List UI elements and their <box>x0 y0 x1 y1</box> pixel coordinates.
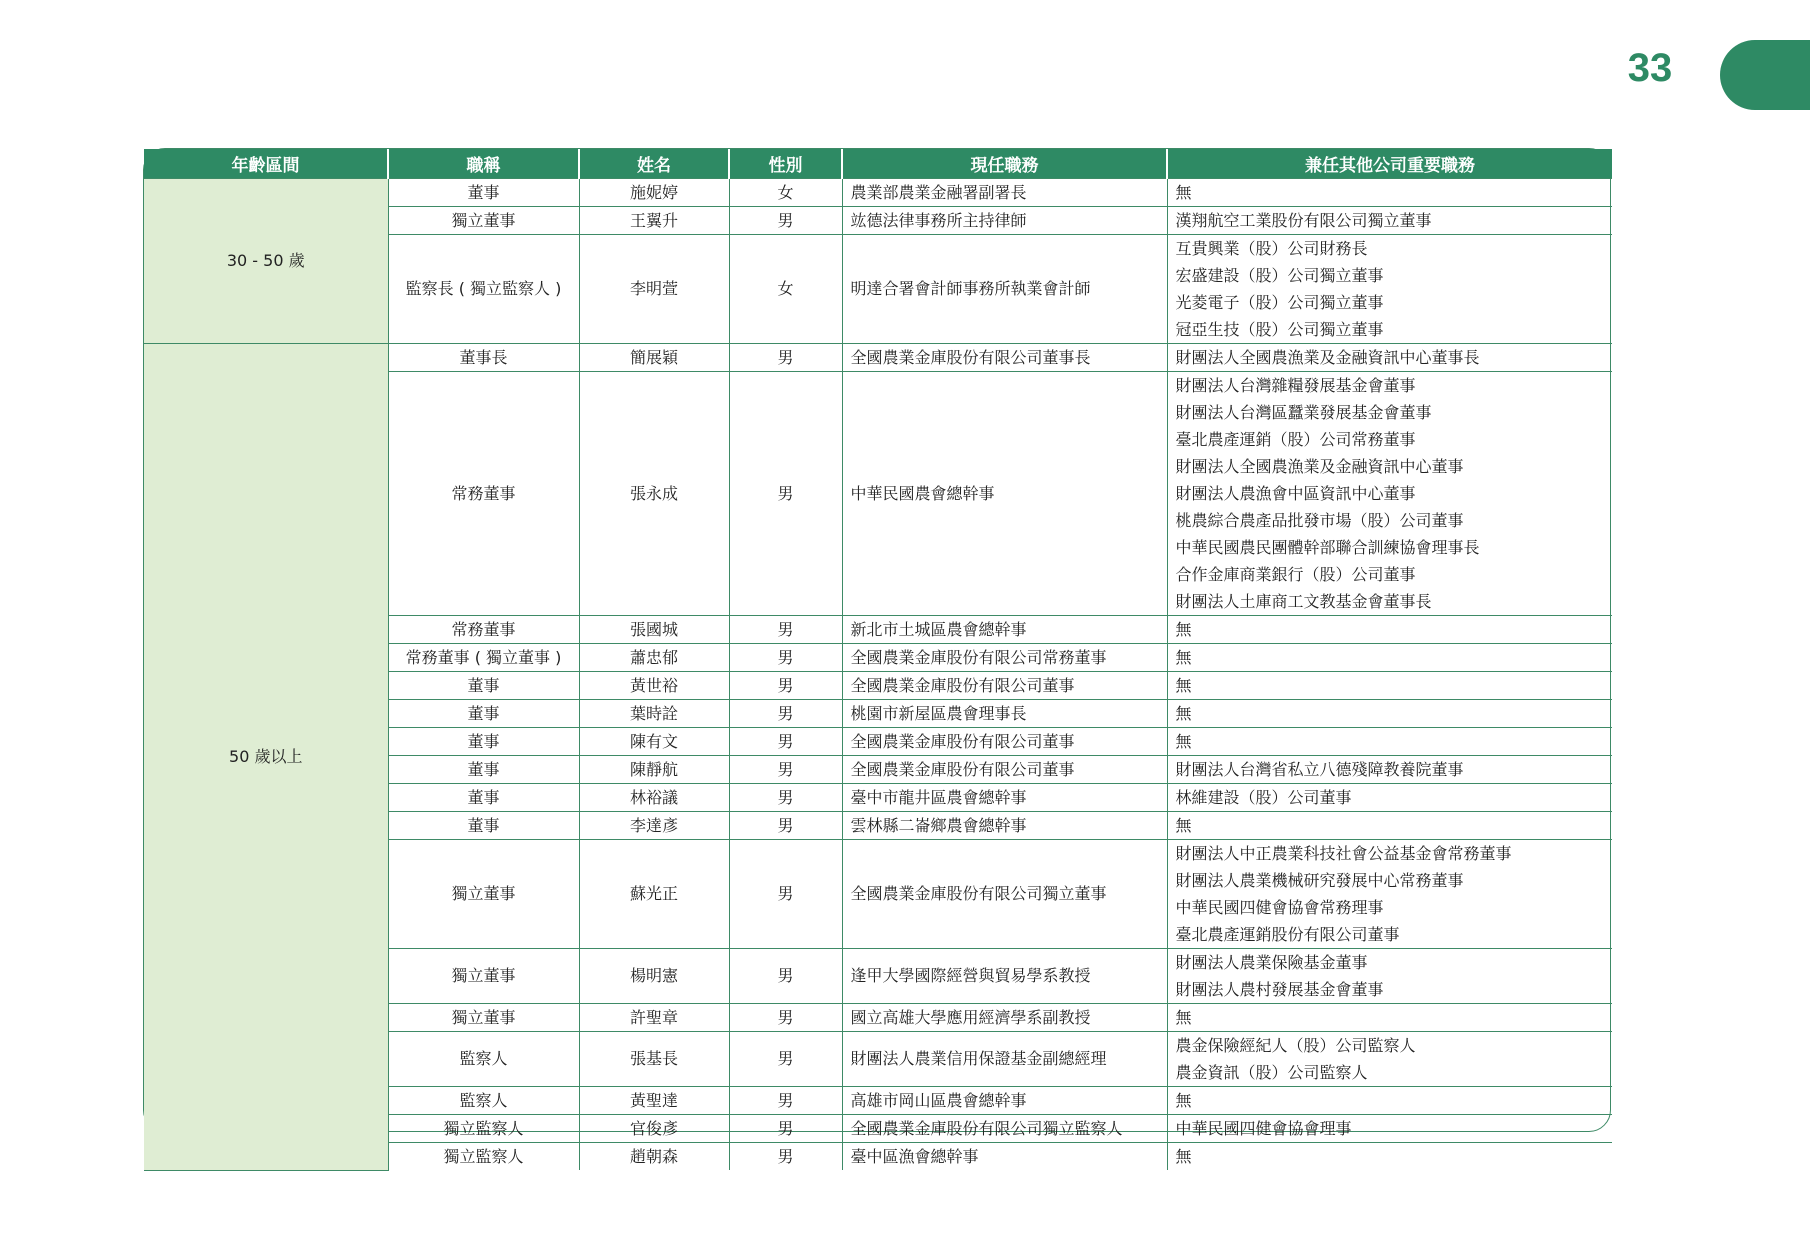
title-cell: 監察人 <box>388 1087 579 1115</box>
position-cell: 新北市土城區農會總幹事 <box>842 616 1167 644</box>
gender-cell: 男 <box>729 756 842 784</box>
other-position-line: 無 <box>1175 620 1192 639</box>
age-range-cell: 30 - 50 歲 <box>144 179 388 344</box>
name-cell: 楊明憲 <box>579 949 729 1004</box>
name-cell: 蕭忠郁 <box>579 644 729 672</box>
other-positions-cell <box>1167 1143 1612 1171</box>
other-positions-cell <box>1167 949 1612 1004</box>
header-age-range: 年齡區間 <box>144 149 388 179</box>
position-cell: 全國農業金庫股份有限公司常務董事 <box>842 644 1167 672</box>
other-positions-cell <box>1167 672 1612 700</box>
other-position-line: 財團法人台灣區蠶業發展基金會董事 <box>1175 403 1432 422</box>
other-position-line: 臺北農產運銷（股）公司常務董事 <box>1175 430 1416 449</box>
name-cell: 陳靜航 <box>579 756 729 784</box>
other-positions-cell <box>1167 1087 1612 1115</box>
name-cell: 李達彥 <box>579 812 729 840</box>
title-cell: 獨立董事 <box>388 840 579 949</box>
position-cell: 全國農業金庫股份有限公司獨立董事 <box>842 840 1167 949</box>
age-range-cell: 50 歲以上 <box>144 344 388 1171</box>
title-cell: 獨立監察人 <box>388 1143 579 1171</box>
title-cell: 董事 <box>388 728 579 756</box>
other-position-line: 財團法人全國農漁業及金融資訊中心董事 <box>1175 457 1464 476</box>
other-position-line: 無 <box>1175 816 1192 835</box>
gender-cell: 男 <box>729 1087 842 1115</box>
name-cell: 張永成 <box>579 372 729 616</box>
other-position-line: 桃農綜合農產品批發市場（股）公司董事 <box>1175 511 1464 530</box>
position-cell: 明達合署會計師事務所執業會計師 <box>842 235 1167 344</box>
other-position-line: 臺北農產運銷股份有限公司董事 <box>1175 925 1400 944</box>
name-cell: 張國城 <box>579 616 729 644</box>
name-cell: 林裕議 <box>579 784 729 812</box>
other-position-line: 財團法人台灣省私立八德殘障教養院董事 <box>1175 760 1464 779</box>
other-positions-cell <box>1167 812 1612 840</box>
title-cell: 董事 <box>388 672 579 700</box>
other-positions-cell <box>1167 700 1612 728</box>
gender-cell: 男 <box>729 1032 842 1087</box>
table-row <box>144 344 1612 372</box>
position-cell: 農業部農業金融署副署長 <box>842 179 1167 207</box>
header-current-position: 現任職務 <box>842 149 1167 179</box>
title-cell: 董事 <box>388 812 579 840</box>
name-cell: 李明萱 <box>579 235 729 344</box>
title-cell: 獨立董事 <box>388 949 579 1004</box>
gender-cell: 男 <box>729 1115 842 1143</box>
gender-cell: 男 <box>729 1004 842 1032</box>
gender-cell: 男 <box>729 672 842 700</box>
gender-cell: 男 <box>729 616 842 644</box>
other-position-line: 農金資訊（股）公司監察人 <box>1175 1063 1368 1082</box>
title-cell: 監察長 ( 獨立監察人 ) <box>388 235 579 344</box>
other-positions-cell <box>1167 784 1612 812</box>
other-position-line: 宏盛建設（股）公司獨立董事 <box>1175 266 1384 285</box>
gender-cell: 男 <box>729 344 842 372</box>
other-positions-cell <box>1167 616 1612 644</box>
name-cell: 許聖章 <box>579 1004 729 1032</box>
other-positions-cell <box>1167 1115 1612 1143</box>
other-position-line: 無 <box>1175 1091 1192 1110</box>
position-cell: 逢甲大學國際經營與貿易學系教授 <box>842 949 1167 1004</box>
other-position-line: 財團法人中正農業科技社會公益基金會常務董事 <box>1175 844 1512 863</box>
header-gender: 性別 <box>729 149 842 179</box>
other-position-line: 財團法人農業機械研究發展中心常務董事 <box>1175 871 1464 890</box>
name-cell: 施妮婷 <box>579 179 729 207</box>
title-cell: 獨立董事 <box>388 1004 579 1032</box>
other-position-line: 財團法人土庫商工文教基金會董事長 <box>1175 592 1432 611</box>
other-positions-cell <box>1167 235 1612 344</box>
position-cell: 高雄市岡山區農會總幹事 <box>842 1087 1167 1115</box>
title-cell: 常務董事 ( 獨立董事 ) <box>388 644 579 672</box>
position-cell: 全國農業金庫股份有限公司獨立監察人 <box>842 1115 1167 1143</box>
other-position-line: 無 <box>1175 1008 1192 1027</box>
other-positions-cell <box>1167 1004 1612 1032</box>
position-cell: 中華民國農會總幹事 <box>842 372 1167 616</box>
position-cell: 雲林縣二崙鄉農會總幹事 <box>842 812 1167 840</box>
other-position-line: 財團法人農漁會中區資訊中心董事 <box>1175 484 1416 503</box>
title-cell: 董事 <box>388 179 579 207</box>
other-positions-cell <box>1167 728 1612 756</box>
table-header-row <box>144 149 1612 179</box>
other-position-line: 財團法人農村發展基金會董事 <box>1175 980 1384 999</box>
position-cell: 全國農業金庫股份有限公司董事長 <box>842 344 1167 372</box>
other-position-line: 財團法人台灣雜糧發展基金會董事 <box>1175 376 1416 395</box>
gender-cell: 男 <box>729 949 842 1004</box>
other-positions-cell <box>1167 1032 1612 1087</box>
other-position-line: 財團法人農業保險基金董事 <box>1175 953 1368 972</box>
board-members-table <box>143 148 1611 1166</box>
name-cell: 簡展穎 <box>579 344 729 372</box>
other-position-line: 財團法人全國農漁業及金融資訊中心董事長 <box>1175 348 1480 367</box>
other-position-line: 無 <box>1175 183 1192 202</box>
other-positions-cell <box>1167 756 1612 784</box>
name-cell: 蘇光正 <box>579 840 729 949</box>
gender-cell: 女 <box>729 235 842 344</box>
page-number: 33 <box>1627 46 1673 90</box>
other-position-line: 冠亞生技（股）公司獨立董事 <box>1175 320 1384 339</box>
page-tab-decoration <box>1720 40 1810 110</box>
gender-cell: 男 <box>729 644 842 672</box>
other-position-line: 無 <box>1175 704 1192 723</box>
position-cell: 全國農業金庫股份有限公司董事 <box>842 728 1167 756</box>
name-cell: 黃聖達 <box>579 1087 729 1115</box>
position-cell: 財團法人農業信用保證基金副總經理 <box>842 1032 1167 1087</box>
header-name: 姓名 <box>579 149 729 179</box>
other-position-line: 林維建設（股）公司董事 <box>1175 788 1352 807</box>
name-cell: 張基長 <box>579 1032 729 1087</box>
title-cell: 獨立監察人 <box>388 1115 579 1143</box>
position-cell: 國立高雄大學應用經濟學系副教授 <box>842 1004 1167 1032</box>
gender-cell: 男 <box>729 700 842 728</box>
name-cell: 葉時詮 <box>579 700 729 728</box>
other-position-line: 中華民國農民團體幹部聯合訓練協會理事長 <box>1175 538 1480 557</box>
title-cell: 常務董事 <box>388 616 579 644</box>
other-positions-cell <box>1167 372 1612 616</box>
other-position-line: 無 <box>1175 676 1192 695</box>
other-position-line: 中華民國四健會協會理事 <box>1175 1119 1352 1138</box>
other-position-line: 光菱電子（股）公司獨立董事 <box>1175 293 1384 312</box>
name-cell: 趙朝森 <box>579 1143 729 1171</box>
other-position-line: 漢翔航空工業股份有限公司獨立董事 <box>1175 211 1432 230</box>
name-cell: 官俊彥 <box>579 1115 729 1143</box>
other-positions-cell <box>1167 644 1612 672</box>
name-cell: 陳有文 <box>579 728 729 756</box>
title-cell: 董事 <box>388 784 579 812</box>
title-cell: 董事 <box>388 700 579 728</box>
title-cell: 獨立董事 <box>388 207 579 235</box>
title-cell: 董事 <box>388 756 579 784</box>
position-cell: 臺中區漁會總幹事 <box>842 1143 1167 1171</box>
other-position-line: 合作金庫商業銀行（股）公司董事 <box>1175 565 1416 584</box>
other-position-line: 互貴興業（股）公司財務長 <box>1175 239 1368 258</box>
other-positions-cell <box>1167 207 1612 235</box>
other-positions-cell <box>1167 840 1612 949</box>
other-position-line: 無 <box>1175 648 1192 667</box>
position-cell: 全國農業金庫股份有限公司董事 <box>842 672 1167 700</box>
gender-cell: 男 <box>729 207 842 235</box>
position-cell: 臺中市龍井區農會總幹事 <box>842 784 1167 812</box>
other-position-line: 無 <box>1175 732 1192 751</box>
title-cell: 監察人 <box>388 1032 579 1087</box>
gender-cell: 男 <box>729 1143 842 1171</box>
other-position-line: 農金保險經紀人（股）公司監察人 <box>1175 1036 1416 1055</box>
gender-cell: 男 <box>729 728 842 756</box>
title-cell: 董事長 <box>388 344 579 372</box>
gender-cell: 男 <box>729 840 842 949</box>
gender-cell: 男 <box>729 812 842 840</box>
name-cell: 王翼升 <box>579 207 729 235</box>
table-body <box>144 179 1612 1171</box>
header-title: 職稱 <box>388 149 579 179</box>
table-row <box>144 179 1612 207</box>
other-positions-cell <box>1167 344 1612 372</box>
position-cell: 桃園市新屋區農會理事長 <box>842 700 1167 728</box>
header-other-positions: 兼任其他公司重要職務 <box>1167 149 1612 179</box>
name-cell: 黃世裕 <box>579 672 729 700</box>
other-position-line: 無 <box>1175 1147 1192 1166</box>
gender-cell: 女 <box>729 179 842 207</box>
other-positions-cell <box>1167 179 1612 207</box>
gender-cell: 男 <box>729 372 842 616</box>
position-cell: 竑德法律事務所主持律師 <box>842 207 1167 235</box>
other-position-line: 中華民國四健會協會常務理事 <box>1175 898 1384 917</box>
position-cell: 全國農業金庫股份有限公司董事 <box>842 756 1167 784</box>
gender-cell: 男 <box>729 784 842 812</box>
title-cell: 常務董事 <box>388 372 579 616</box>
